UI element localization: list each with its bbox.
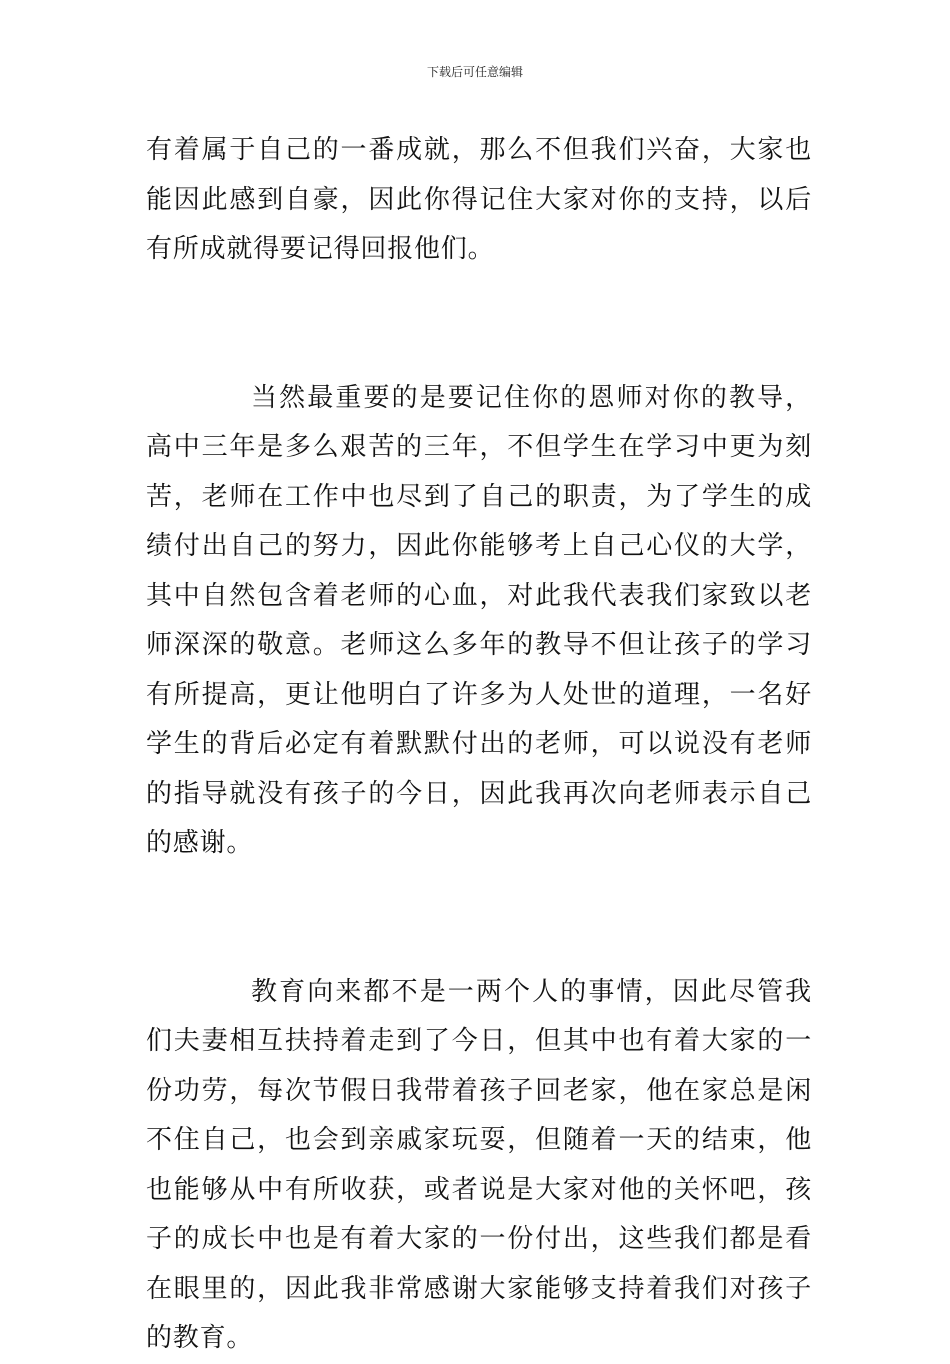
page-header: 下载后可任意编辑	[426, 65, 523, 79]
paragraph-3: 教育向来都不是一两个人的事情，因此尽管我们夫妻相互扶持着走到了今日，但其中也有着大家的一份功劳，每次节假日我带着孩子回老家，他在家总是闲不住自己，也会到亲戚家玩耍，但随着一天的结束，他也能够从中有所收获，或者说是大家对他的关怀吧，孩子的成长中也是有着大家的一份付出，这些我们都是看在眼里的，因此我非常感谢大家能够支持着我们对孩子的教育。	[146, 976, 812, 1353]
document-body	[146, 126, 812, 1364]
paragraph-2: 当然最重要的是要记住你的恩师对你的教导，高中三年是多么艰苦的三年，不但学生在学习中更为刻苦，老师在工作中也尽到了自己的职责，为了学生的成绩付出自己的努力，因此你能够考上自己心仪的大学，其中自然包含着老师的心血，对此我代表我们家致以老师深深的敬意。老师这么多年的教导不但让孩子的学习有所提高，更让他明白了许多为人处世的道理，一名好学生的背后必定有着默默付出的老师，可以说没有老师的指导就没有孩子的今日，因此我再次向老师表示自己的感谢。	[146, 382, 812, 858]
paragraph-1: 有着属于自己的一番成就，那么不但我们兴奋，大家也能因此感到自豪，因此你得记住大家对你的支持，以后有所成就得要记得回报他们。	[146, 135, 812, 264]
